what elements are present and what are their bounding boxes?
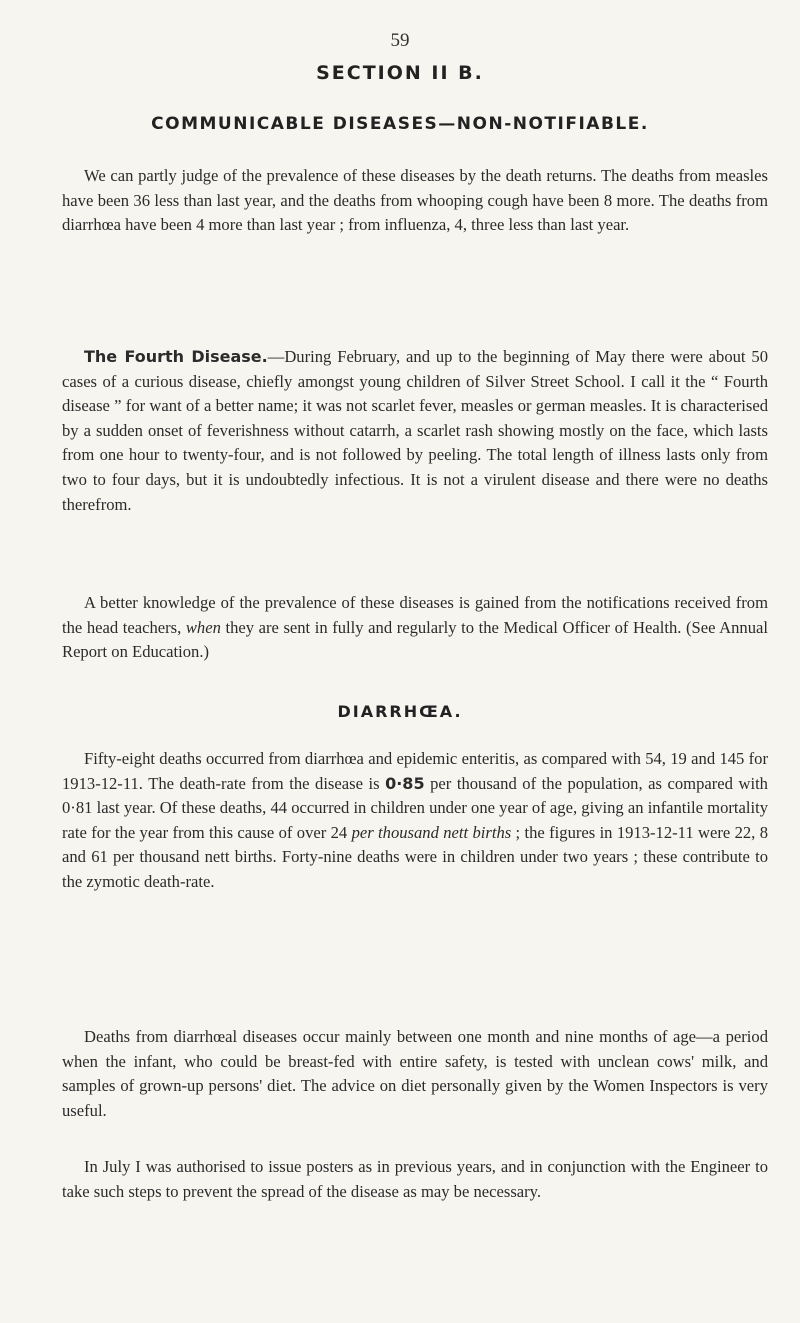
diarrhoea-italic: per thousand nett births xyxy=(351,822,512,842)
paragraph-diarrhoeal-age: Deaths from diarrhœal diseases occur mainly between one month and nine months of age—a period when the infant, who could be breast-fed with entire safety, is tested with unclean cows' milk, and samples of grown-up persons' diet. The advice on diet personally given by the Women Inspectors is very useful. xyxy=(62,1027,768,1120)
fourth-disease-text: —During February, and up to the beginning of May there were about 50 cases of a curious disease, chiefly amongst young children of Silver Street School. I call it the “ Fourth disease ” for want of a better name; it was not scarlet fever, measles or german measles. It is characterised by a sudden onset of feverishness without catarrh, a scarlet rash showing mostly on the face, which lasts from one hour to twenty-four, and is not followed by peeling. The total length of illness lasts only from two to four days, but it is undoubtedly infectious. It is not a virulent disease and there were no deaths therefrom. xyxy=(62,347,768,514)
page-number: 59 xyxy=(390,30,410,51)
fourth-disease-heading: The Fourth Disease. xyxy=(84,347,268,366)
paragraph-notifications xyxy=(62,591,768,665)
diarrhoea-text-1: Fifty-eight deaths occurred from diarrhœa and epidemic enteritis, as compared with 54, 19 and 145 for 1913-12-11. The death-rate from the disease is xyxy=(62,749,768,793)
section-subtitle: COMMUNICABLE DISEASES—NON-NOTIFIABLE. xyxy=(151,114,649,134)
notifications-text-2: they are sent in fully and regularly to the Medical Officer of Health. (See Annual Report on Education.) xyxy=(62,617,768,662)
section-title: SECTION II B. xyxy=(316,62,484,84)
paragraph-death-returns: We can partly judge of the prevalence of these diseases by the death returns. The deaths from measles have been 36 less than last year, and the deaths from whooping cough have been 8 more. The deaths from diarrhœa have been 4 more than last year ; from influenza, 4, three less than last year. xyxy=(62,166,768,235)
notifications-text-1: A better knowledge of the prevalence of these diseases is gained from the notifications received from the head teachers, xyxy=(62,593,768,637)
paragraph-fourth-disease xyxy=(62,345,768,517)
notifications-italic: when xyxy=(185,617,221,637)
death-rate-value: 0·85 xyxy=(385,773,425,793)
paragraph-diarrhoea-deaths xyxy=(62,747,768,895)
diarrhoea-text-2: per thousand of the population, as compared with 0·81 last year. Of these deaths, 44 occurred in children under one year of age, giving an infantile mortality rate for the year from this cause of over 24 xyxy=(62,773,768,842)
diarrhoea-text-3: ; the figures in 1913-12-11 were 22, 8 and 61 per thousand nett births. Forty-nine deaths were in children under two years ; these contribute to the zymotic death-rate. xyxy=(62,822,768,891)
diarrhoea-heading: DIARRHŒA. xyxy=(337,702,463,721)
paragraph-posters: In July I was authorised to issue posters as in previous years, and in conjunction with the Engineer to take such steps to prevent the spread of the disease as may be necessary. xyxy=(62,1157,768,1201)
